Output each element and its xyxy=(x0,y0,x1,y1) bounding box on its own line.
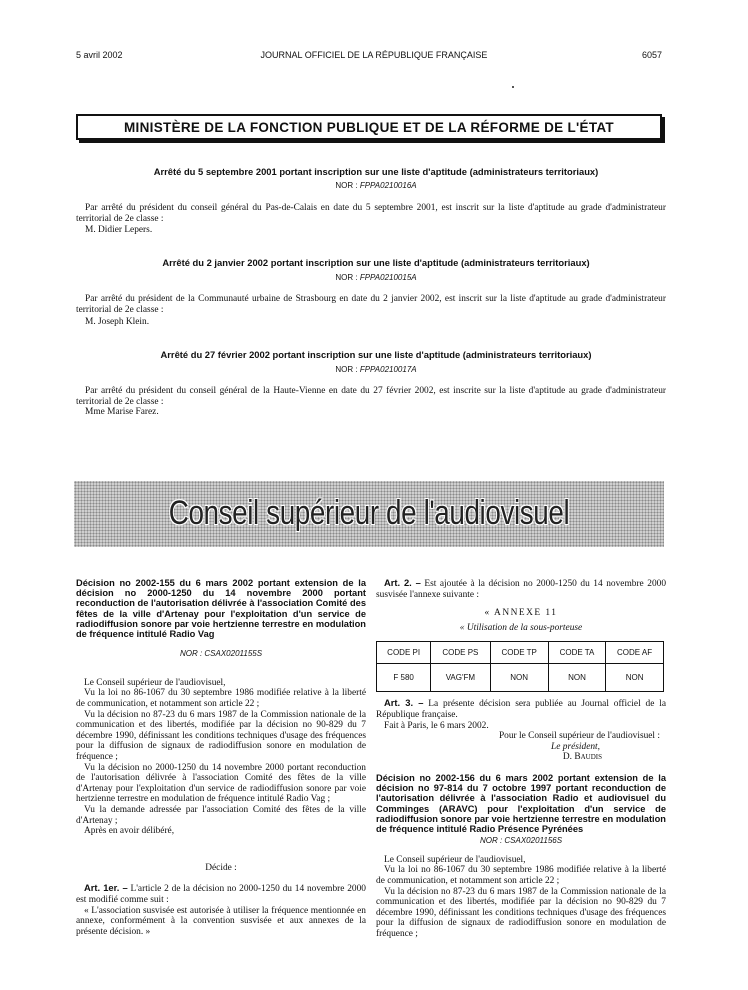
table-header-cell: CODE PS xyxy=(431,642,490,664)
arrete-1-body-text: Par arrêté du président du conseil général du Pas-de-Calais en date du 5 septembre 2001, est inscrit sur la liste d'aptitude au grade d'administrateur territorial de 2e classe : xyxy=(76,203,666,224)
article-1-label: Art. 1er. – xyxy=(84,882,128,894)
arrete-3-body xyxy=(76,386,666,407)
table-header-cell: CODE PI xyxy=(377,642,431,664)
table-header-cell: CODE TP xyxy=(490,642,548,664)
arrete-2-nor-label: NOR : xyxy=(335,273,360,282)
arrete-1-nor-label: NOR : xyxy=(335,181,360,190)
annexe-table xyxy=(376,641,664,692)
article-2-text: Est ajoutée à la décision no 2000-1250 du 14 novembre 2000 susvisée l'annexe suivante : xyxy=(376,579,667,600)
signature-for: Pour le Conseil supérieur de l'audiovisuel : xyxy=(498,731,660,742)
article-3-text: La présente décision sera publiée au Journal officiel de la République française. xyxy=(376,699,667,720)
visa-paragraph: Vu la décision no 2000-1250 du 14 novembre 2000 portant reconduction de l'autorisation délivrée à l'association Comité des fêtes de la ville d'Artenay pour l'exploitation d'un service de radiodiffusion sonore par voie hertzienne terrestre en modulation de fréquence intitulé Radio Vag ; xyxy=(76,762,366,805)
arrete-2-nor xyxy=(76,272,676,283)
table-header-cell: CODE AF xyxy=(606,642,664,664)
article-2-label: Art. 2. – xyxy=(384,577,421,588)
arrete-3-title: Arrêté du 27 février 2002 portant inscription sur une liste d'aptitude (administrateurs territoriaux) xyxy=(160,349,592,360)
arrete-3-nor xyxy=(76,364,676,375)
print-speck xyxy=(512,86,514,88)
arrete-1-nor-code: FPPA0210016A xyxy=(359,181,417,190)
left-column xyxy=(76,578,366,937)
annexe-title: « ANNEXE 11 xyxy=(484,608,558,619)
visa-paragraph: Le Conseil supérieur de l'audiovisuel, xyxy=(384,854,526,865)
arrete-1-body xyxy=(76,203,666,224)
fait-a-paris: Fait à Paris, le 6 mars 2002. xyxy=(384,720,489,731)
table-header-row xyxy=(377,642,664,664)
right-column xyxy=(376,578,666,940)
table-cell: NON xyxy=(606,664,664,692)
section-banner-title: Conseil supérieur de l'audiovisuel xyxy=(168,494,570,532)
visa-paragraph: Vu la décision no 87-23 du 6 mars 1987 de la Commission nationale de la communication et des libertés, modifiée par la décision no 90-829 du 7 décembre 1990, définissant les conditions techniques d'usage des fréquences pour la diffusion de signaux de radiodiffusion sonore en modulation de fréquence ; xyxy=(376,886,666,939)
arrete-2-body xyxy=(76,294,666,315)
article-3-label: Art. 3. – xyxy=(384,697,424,709)
table-header-cell: CODE TA xyxy=(548,642,605,664)
article-3 xyxy=(376,698,666,720)
arrete-1-title: Arrêté du 5 septembre 2001 portant inscription sur une liste d'aptitude (administrateurs territoriaux) xyxy=(153,166,599,177)
decision-156-nor: NOR : CSAX0201156S xyxy=(479,836,563,846)
annexe-subtitle: « Utilisation de la sous-porteuse xyxy=(459,622,583,633)
signature-name: D. Baudis xyxy=(562,752,602,763)
header-date: 5 avril 2002 xyxy=(76,50,123,60)
decide-label: Décide : xyxy=(205,862,237,873)
arrete-1-nor xyxy=(76,180,676,191)
visa-paragraph: Après en avoir délibéré, xyxy=(84,826,175,837)
table-cell: NON xyxy=(548,664,605,692)
arrete-3-name: Mme Marise Farez. xyxy=(85,407,159,417)
arrete-3-body-text: Par arrêté du président du conseil général de la Haute-Vienne en date du 27 février 2002, est inscrite sur la liste d'aptitude au grade d'administrateur territorial de 2e classe : xyxy=(76,386,666,407)
article-1 xyxy=(76,883,366,937)
arrete-2-title: Arrêté du 2 janvier 2002 portant inscription sur une liste d'aptitude (administrateurs territoriaux) xyxy=(162,257,590,268)
visa-paragraph: Vu la loi no 86-1067 du 30 septembre 1986 modifiée relative à la liberté de communication, et notamment son article 22 ; xyxy=(76,688,366,709)
decision-155-visas xyxy=(76,678,366,837)
header-journal-title: JOURNAL OFFICIEL DE LA RÉPUBLIQUE FRANÇAISE xyxy=(260,50,488,60)
arrete-2-nor-code: FPPA0210015A xyxy=(359,273,417,282)
decision-155-nor: NOR : CSAX0201155S xyxy=(179,649,263,659)
arrete-3-nor-code: FPPA0210017A xyxy=(359,365,417,374)
header-page-number: 6057 xyxy=(642,50,663,60)
visa-paragraph: Vu la demande adressée par l'association Comité des fêtes de la ville d'Artenay ; xyxy=(76,804,366,826)
ministry-heading-text: MINISTÈRE DE LA FONCTION PUBLIQUE ET DE LA RÉFORME DE L'ÉTAT xyxy=(124,119,614,135)
arrete-1-name: M. Didier Lepers. xyxy=(85,225,153,235)
table-cell: VAG'FM xyxy=(431,664,490,692)
decision-155-title: Décision no 2002-155 du 6 mars 2002 portant extension de la décision no 2000-1250 du 14 novembre 2000 portant reconduction de l'autorisation délivrée à l'association Comité des fêtes de la ville d'Artenay pour l'exploitation d'un service de radiodiffusion sonore par voie hertzienne terrestre en modulation de fréquence intitulé Radio Vag xyxy=(76,578,366,640)
decision-156-title: Décision no 2002-156 du 6 mars 2002 portant extension de la décision no 97-814 du 7 octobre 1997 portant reconduction de l'autorisation délivrée à l'association Radio et audiovisuel du Comminges (ARAVC) pour l'exploitation d'un service de radiodiffusion sonore par voie hertzienne terrestre en modulation de fréquence intitulé Radio Présence Pyrénées xyxy=(376,772,666,834)
visa-paragraph: Le Conseil supérieur de l'audiovisuel, xyxy=(84,677,226,688)
visa-paragraph: Vu la loi no 86-1067 du 30 septembre 1986 modifiée relative à la liberté de communication, et notamment son article 22 ; xyxy=(376,865,666,886)
article-2 xyxy=(376,578,666,600)
arrete-2-body-text: Par arrêté du président de la Communauté urbaine de Strasbourg en date du 2 janvier 2002, est inscrit sur la liste d'aptitude au grade d'administrateur territorial de 2e classe : xyxy=(76,294,666,315)
decision-156-visas xyxy=(376,855,666,940)
article-1-quote: « L'association susvisée est autorisée à utiliser la fréquence mentionnée en annexe, conformément à la convention susvisée et aux annexes de la présente décision. » xyxy=(76,905,366,937)
visa-paragraph: Vu la décision no 87-23 du 6 mars 1987 de la Commission nationale de la communication et des libertés, modifiée par la décision no 90-829 du 7 décembre 1990, définissant les conditions techniques d'usage des fréquences pour la diffusion de signaux de radiodiffusion sonore en modulation de fréquence ; xyxy=(76,709,366,762)
table-cell: NON xyxy=(490,664,548,692)
arrete-3-nor-label: NOR : xyxy=(335,365,360,374)
signature-role: Le président, xyxy=(551,741,600,752)
signature-block xyxy=(376,731,666,763)
arrete-2-name: M. Joseph Klein. xyxy=(85,317,150,327)
ministry-heading xyxy=(76,114,662,140)
table-cell: F 580 xyxy=(377,664,431,692)
table-row xyxy=(377,664,664,692)
article-1-text: L'article 2 de la décision no 2000-1250 du 14 novembre 2000 est modifié comme suit : xyxy=(76,884,366,905)
